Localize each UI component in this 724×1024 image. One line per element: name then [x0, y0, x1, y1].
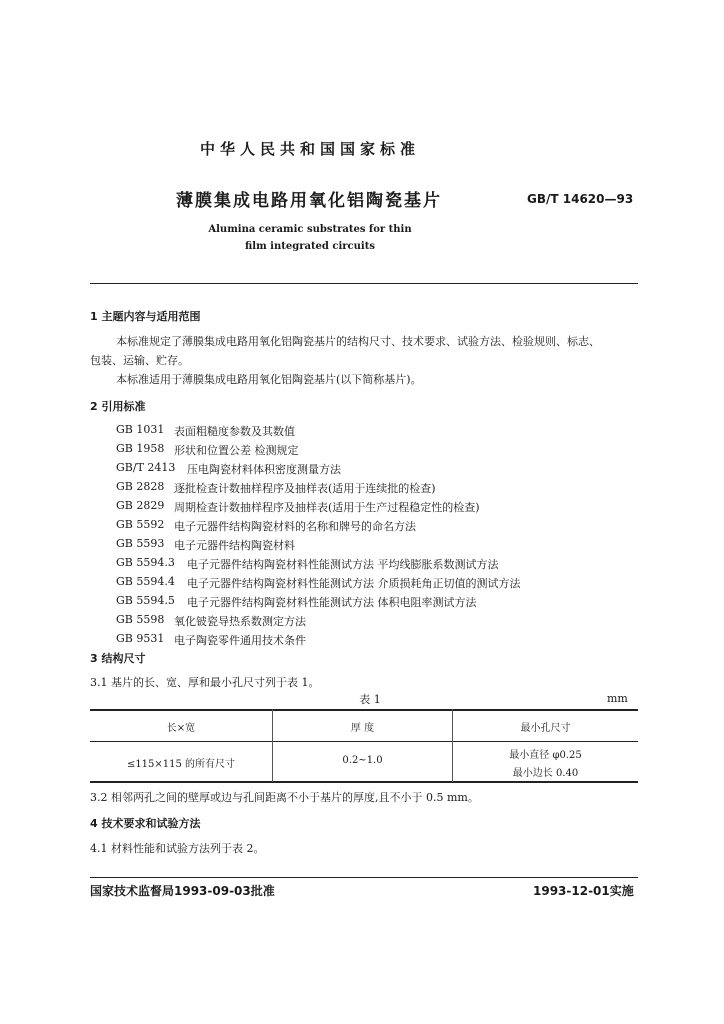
table-cell: ≤115×115 的所有尺寸 — [126, 759, 236, 770]
ref-title: 周期检查计数抽样程序及抽样表(适用于生产过程稳定性的检查) — [174, 501, 480, 514]
document-title: 薄膜集成电路用氧化铝陶瓷基片 — [176, 191, 442, 211]
table-bottom-rule — [90, 781, 638, 783]
ref-number: GB 1958 — [116, 442, 165, 455]
table-unit: mm — [607, 692, 628, 705]
table-header-cell: 最小孔尺寸 — [520, 723, 571, 734]
implementation-date: 1993-12-01实施 — [533, 884, 634, 898]
ref-title: 电子元器件结构陶瓷材料 — [174, 539, 295, 552]
standard-code: GB/T 14620—93 — [527, 192, 634, 206]
table-header-rule — [90, 741, 638, 742]
ref-number: GB 5594.5 — [116, 594, 175, 607]
approval-note: 国家技术监督局1993-09-03批准 — [90, 884, 275, 898]
section-3-heading: 3 结构尺寸 — [90, 652, 146, 665]
ref-title: 逐批检查计数抽样程序及抽样表(适用于连续批的检查) — [174, 482, 436, 495]
table-cell: 0.2~1.0 — [342, 755, 383, 766]
clause-3-2: 3.2 相邻两孔之间的壁厚或边与孔间距离不小于基片的厚度,且不小于 0.5 mm。 — [90, 791, 479, 804]
ref-number: GB 9531 — [116, 632, 165, 645]
ref-title: 电子陶瓷零件通用技术条件 — [174, 634, 306, 647]
ref-number: GB 5593 — [116, 537, 165, 550]
ref-number: GB 1031 — [116, 423, 165, 436]
table-header-cell: 厚 度 — [350, 723, 375, 734]
section-4-heading: 4 技术要求和试验方法 — [90, 817, 201, 830]
ref-number: GB 5592 — [116, 518, 165, 531]
section-1-para1-line2: 包装、运输、贮存。 — [90, 354, 189, 367]
table-cell: 最小直径 φ0.25 — [509, 750, 582, 761]
section-2-heading: 2 引用标准 — [90, 400, 146, 413]
ref-title: 形状和位置公差 检测规定 — [174, 444, 299, 457]
table-cell: 最小边长 0.40 — [512, 768, 579, 779]
section-1-heading: 1 主题内容与适用范围 — [90, 310, 201, 323]
section-1-para1-line1: 本标准规定了薄膜集成电路用氧化铝陶瓷基片的结构尺寸、技术要求、试验方法、检验规则、标志、 — [116, 335, 600, 348]
ref-title: 压电陶瓷材料体积密度测量方法 — [187, 463, 341, 476]
footer-divider — [90, 877, 638, 878]
ref-title: 电子元器件结构陶瓷材料性能测试方法 介质损耗角正切值的测试方法 — [187, 577, 521, 590]
ref-title: 表面粗糙度参数及其数值 — [174, 425, 295, 438]
section-1-para2: 本标准适用于薄膜集成电路用氧化铝陶瓷基片(以下简称基片)。 — [116, 373, 422, 386]
ref-number: GB 5598 — [116, 613, 165, 626]
national-standard-heading: 中华人民共和国国家标准 — [199, 140, 420, 158]
ref-number: GB 5594.3 — [116, 556, 175, 569]
ref-title: 电子元器件结构陶瓷材料性能测试方法 平均线膨胀系数测试方法 — [187, 558, 499, 571]
table-header-cell: 长×宽 — [166, 723, 196, 734]
ref-title: 电子元器件结构陶瓷材料的名称和牌号的命名方法 — [174, 520, 416, 533]
table-caption: 表 1 — [359, 693, 381, 706]
english-title-line2: film integrated circuits — [245, 241, 375, 252]
ref-title: 电子元器件结构陶瓷材料性能测试方法 体积电阻率测试方法 — [187, 596, 477, 609]
clause-4-1: 4.1 材料性能和试验方法列于表 2。 — [90, 842, 265, 855]
ref-number: GB 2828 — [116, 480, 165, 493]
ref-title: 氧化铍瓷导热系数测定方法 — [174, 615, 306, 628]
header-divider — [90, 283, 638, 284]
ref-number: GB 2829 — [116, 499, 165, 512]
clause-3-1: 3.1 基片的长、宽、厚和最小孔尺寸列于表 1。 — [90, 676, 320, 689]
ref-number: GB 5594.4 — [116, 575, 175, 588]
english-title-line1: Alumina ceramic substrates for thin — [208, 224, 412, 235]
ref-number: GB/T 2413 — [116, 461, 176, 474]
table-top-rule — [90, 709, 638, 711]
